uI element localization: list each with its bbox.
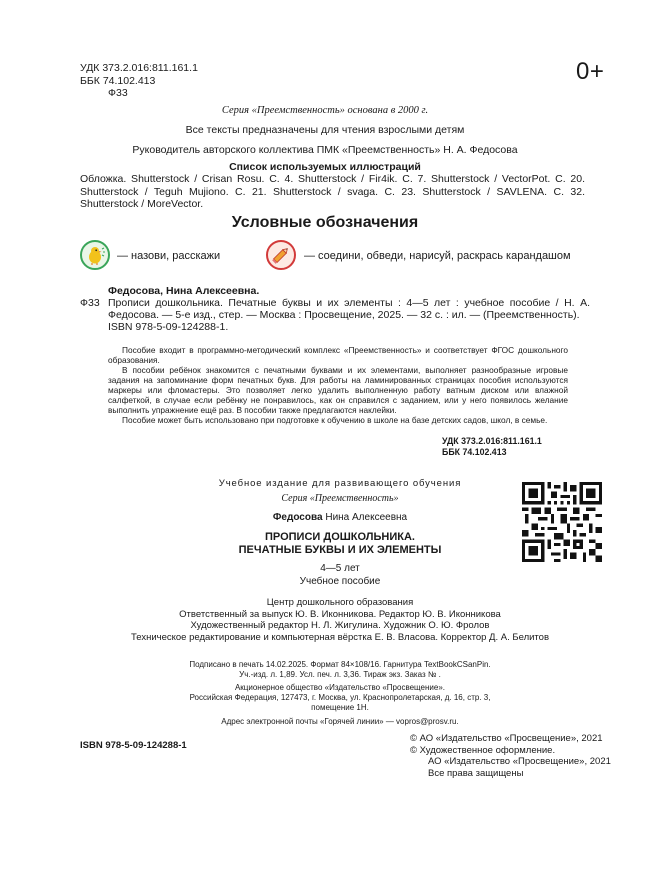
udk-code: УДК 373.2.016:811.161.1	[80, 62, 198, 74]
imprint-author	[170, 512, 510, 523]
print-line: Подписано в печать 14.02.2025. Формат 84×108/16. Гарнитура TextBookCSanPin.	[189, 660, 491, 669]
header-classification	[80, 62, 198, 100]
imprint-author-surname: Федосова	[272, 512, 323, 523]
imprint-author-name: Нина Алексеевна	[325, 512, 408, 523]
book-title-line: ПЕЧАТНЫЕ БУКВЫ И ИХ ЭЛЕМЕНТЫ	[238, 544, 442, 556]
imprint-series: Серия «Преемственность»	[281, 493, 399, 504]
illustrations-title: Список используемых иллюстраций	[229, 161, 421, 173]
imprint-staff	[120, 597, 560, 643]
copyright-line: Все права защищены	[428, 767, 524, 779]
footer-isbn: ISBN 978-5-09-124288-1	[80, 740, 187, 751]
annotation	[108, 345, 568, 425]
catalog-description: Прописи дошкольника. Печатные буквы и их элементы : 4—5 лет : учебное пособие / Н. А. Федосова. — 5-е изд., стер. — Москва : Просвещение, 2025. — 32 с. : ил. — (Преемственность).	[108, 297, 590, 321]
catalog-bbk: ББК 74.102.413	[442, 446, 507, 457]
publisher-line: Российская Федерация, 127473, г. Москва, ул. Краснопролетарская, д. 16, стр. 3,	[189, 693, 491, 702]
chick-icon	[80, 240, 110, 270]
pencil-icon	[266, 240, 296, 270]
edition-type: Учебное издание для развивающего обучения	[218, 478, 462, 489]
imprint-staff-line: Художественный редактор Н. Л. Жигулина. Художник О. Ю. Фролов	[190, 620, 490, 631]
publisher-line: Акционерное общество «Издательство «Просвещение».	[234, 683, 446, 692]
copyright-line: © АО «Издательство «Просвещение», 2021	[410, 733, 603, 744]
legend-draw-text: — соедини, обведи, нарисуй, раскрась карандашом	[304, 250, 571, 262]
legend-say-text: — назови, расскажи	[117, 250, 221, 262]
imprint-print-info	[150, 660, 530, 727]
illustrations-list: Обложка. Shutterstock / Crisan Rosu. С. 4. Shutterstock / Fir4ik. С. 7. Shutterstock / VectorPot. С. 20. Shutterstock / Teguh Mujiono. С. 21. Shutterstock / svaga. С. 23. Shutterstock / SAVLENA. С. 32. Shutterstock / MoreVector.	[80, 173, 585, 210]
qr-code	[522, 482, 602, 562]
legend-title: Условные обозначения	[231, 214, 419, 231]
imprint-age: 4—5 лет	[320, 563, 360, 574]
catalog-isbn: ISBN 978-5-09-124288-1.	[108, 321, 229, 333]
copyright-line: АО «Издательство «Просвещение», 2021	[428, 756, 611, 767]
imprint-staff-line: Техническое редактирование и компьютерная вёрстка Е. В. Власова. Корректор Д. А. Белитов	[130, 631, 549, 643]
catalog-code: Ф33	[80, 297, 100, 309]
print-line: Уч.-изд. л. 1,89. Усл. печ. л. 3,36. Тираж экз. Заказ № .	[239, 670, 441, 679]
imprint-center: Центр дошкольного образования	[266, 597, 414, 608]
annotation-paragraph: Пособие входит в программно-методический комплекс «Преемственность» и соответствует ФГОС дошкольного образования.	[108, 345, 568, 365]
publisher-line: помещение 1Н.	[311, 703, 369, 712]
copyright-block	[410, 733, 611, 779]
catalog-card	[80, 285, 590, 333]
catalog-author: Федосова, Нина Алексеевна.	[108, 285, 260, 297]
book-title	[170, 531, 510, 557]
series-note: Серия «Преемственность» основана в 2000 г.	[221, 105, 429, 116]
catalog-classification	[442, 436, 542, 458]
imprint-staff-line: Ответственный за выпуск Ю. В. Иконникова. Редактор Ю. В. Иконникова	[179, 608, 501, 620]
author-code: Ф33	[108, 87, 128, 99]
age-rating: 0+	[576, 58, 605, 85]
leader-note: Руководитель авторского коллектива ПМК «Преемственность» Н. А. Федосова	[132, 144, 518, 156]
copyright-line: © Художественное оформление.	[410, 744, 556, 756]
adults-note: Все тексты предназначены для чтения взрослыми детям	[185, 124, 465, 136]
imprint-kind: Учебное пособие	[299, 576, 381, 587]
catalog-udk: УДК 373.2.016:811.161.1	[442, 436, 542, 446]
annotation-paragraph: В пособии ребёнок знакомится с печатными буквами и их элементами, выполняет разнообразные игровые задания на запоминание форм печатных букв. Для работы на ламинированных страницах пособия используются маркеры или фломастеры. Это позволяет легко удалить выполненную работу ватным диском или влажной салфеткой, в случае если ребёнку не понравилось, как он справился с заданием, или у него появилось желание выполнить упражнение ещё раз. В пособии также предлагаются наклейки.	[108, 365, 568, 415]
hotline-line: Адрес электронной почты «Горячей линии» — vopros@prosv.ru.	[221, 717, 459, 726]
annotation-paragraph: Пособие может быть использовано при подготовке к обучению в школе на базе детских садов, школ, в семье.	[122, 415, 548, 425]
book-title-line: ПРОПИСИ ДОШКОЛЬНИКА.	[264, 531, 415, 543]
bbk-code: ББК 74.102.413	[80, 74, 156, 87]
